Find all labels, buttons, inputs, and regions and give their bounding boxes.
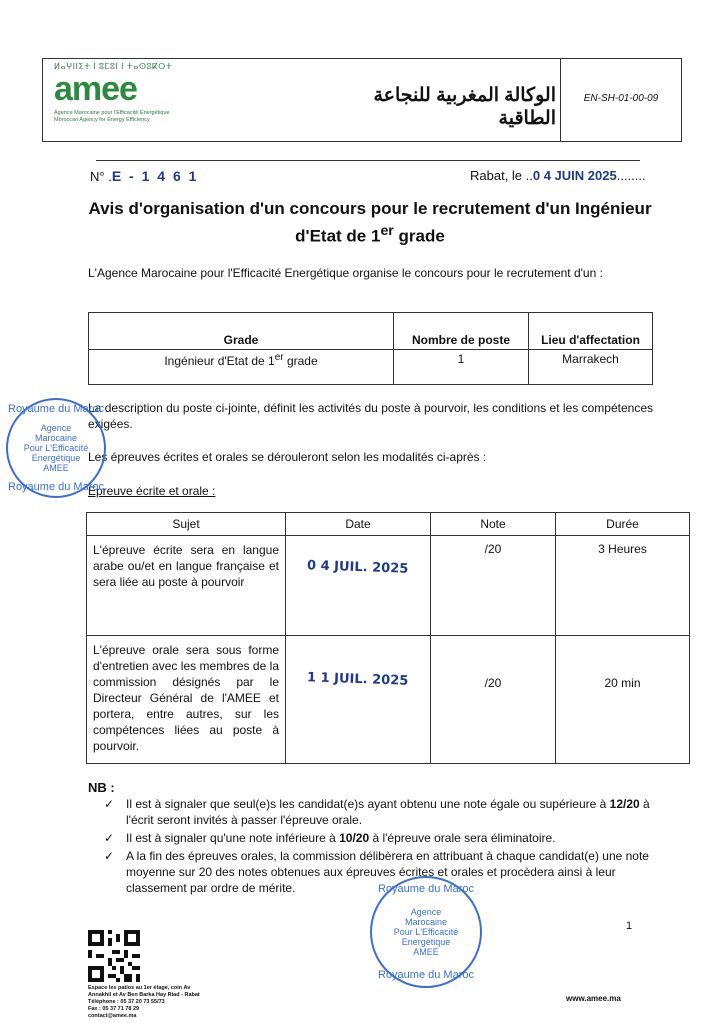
cell-duree [556,636,690,764]
stamp-ring-top: Royaume du Maroc [378,883,474,895]
title-grade-pre: d'Etat de 1 [295,226,381,246]
footer-address [88,985,200,1020]
stamp-ring-bottom: Royaume du Maroc [378,969,474,981]
reference-date-label: Rabat, le .. [470,168,533,183]
header-duree: Durée [556,513,690,536]
agency-arabic-title: الوكالة المغربية للنجاعة الطاقية [373,85,556,129]
official-stamp [370,876,482,988]
title-grade-sup: er [380,223,394,239]
phone-line: Téléphone : 05 37 20 73 55/73 [88,999,165,1005]
cell-date [286,636,431,764]
stamp-line: AMEE [43,463,69,473]
position-table-header [89,313,653,350]
logo-subtitle [54,110,170,124]
nb-item2-bold: 10/20 [339,831,370,845]
stamp-center [21,423,91,473]
header-count: Nombre de poste [394,313,529,350]
checkmark-icon: ✓ [104,849,115,863]
list-item [104,796,654,828]
stamped-date: 0 4 JUIL. 2025 [307,558,409,577]
stamp-line: Pour L'Efficacité [393,927,459,937]
exam-subheading: Epreuve écrite et orale : [88,484,216,498]
header-location: Lieu d'affectation [529,313,653,350]
nb-item1-bold: 12/20 [609,797,640,811]
document-code: EN-SH-01-00-09 [583,93,659,104]
stamp-line: Agence [410,907,442,917]
exam-table [86,512,690,764]
email-line: contact@amee.ma [88,1013,137,1019]
stamp-line: Marocaine [34,433,78,443]
duree-value: 20 min [604,676,641,690]
cell-note: /20 [431,536,556,636]
title-grade-post: grade [393,226,445,246]
address-line: Annakhil et Av Ben Barka Hay Riad - Rabat [88,992,200,998]
qr-code-icon [88,930,140,982]
stamp-line: AMEE [413,947,439,957]
reference-date-trail: ........ [616,168,646,183]
checkmark-icon: ✓ [104,797,115,811]
page-number: 1 [626,920,633,932]
note-value: /20 [484,676,502,690]
stamp-line: Marocaine [404,917,448,927]
cell-note [431,636,556,764]
cell-count: 1 [394,350,529,385]
website-link[interactable]: www.amee.ma [566,994,621,1003]
stamp-ring-top: Royaume du Maroc [8,403,104,415]
fax-line: Fax : 05 37 71 78 29 [88,1006,140,1012]
official-stamp [6,398,106,498]
cell-sujet: L'épreuve orale sera sous forme d'entretien avec les membres de la commission désignés par le Directeur Général de l'AMEE et portera, entre autres, sur les compétences liées au poste à pourvoir. [87,636,286,764]
notice-title [80,198,660,248]
cell-grade [89,350,394,385]
list-item [104,830,654,846]
header-date: Date [286,513,431,536]
grade-sup: er [274,352,284,363]
stamp-line: Energétique [401,937,451,947]
header-grade: Grade [89,313,394,350]
logo-subtitle-en: Moroccan Agency for Energy Efficiency [54,117,150,123]
cell-location: Marrakech [529,350,653,385]
checkmark-icon: ✓ [104,831,115,845]
header-sujet: Sujet [87,513,286,536]
grade-post: grade [283,354,318,368]
reference-number-label: N° . [90,169,112,184]
table-row [87,536,690,636]
nb-item2-pre: Il est à signaler qu'une note inférieure à [126,831,340,845]
cell-date [286,536,431,636]
header-rule [96,160,640,161]
reference-number [90,168,198,184]
logo-tifinagh-text: ⵍⴰⵖⵏⵏⵉⵜ ⵏ ⵓⵎⵓⵏ ⵏ ⵜⴰⵙⵓⴽⵔⵜ [54,62,173,71]
description-paragraph: La description du poste ci-jointe, définit les activités du poste à pourvoir, les conditions et les compétences exigées. [88,401,653,431]
stamp-line: Pour L'Efficacité [23,443,89,453]
cell-sujet: L'épreuve écrite sera en langue arabe ou/et en langue française et sera liée au poste à pourvoir [87,536,286,636]
modalities-paragraph: Les épreuves écrites et orales se dérouleront selon les modalités ci-après : [88,450,487,464]
cell-duree: 3 Heures [556,536,690,636]
nb-label: NB : [88,780,115,795]
nb-item1-post: à l'écrit seront invités à passer l'épreuve orale. [126,797,650,827]
grade-pre: Ingénieur d'Etat de 1 [164,354,275,368]
nb-item3: A la fin des épreuves orales, la commission délibèrera en attribuant à chaque candidat(e) une note moyenne sur 20 des notes obtenues aux épreuves écrites et orales et procèdera ainsi à leur classement par ordre de mérite. [126,849,649,895]
notice-title-line1: Avis d'organisation d'un concours pour le recrutement d'un Ingénieur [88,199,652,218]
stamp-line: Energétique [31,453,81,463]
address-line: Espace les patios au 1er étage, coin Av [88,985,191,991]
nb-item1-pre: Il est à signaler que seul(e)s les candidat(e)s ayant obtenu une note égale ou supérieure à [126,797,610,811]
reference-date-value: 0 4 JUIN 2025 [532,168,617,183]
reference-number-value: E - 1 4 6 1 [111,168,199,184]
reference-date [470,168,646,183]
logo-subtitle-fr: Agence Marocaine pour l'Efficacité Energétique [54,110,170,116]
header-note: Note [431,513,556,536]
amee-logo: amee [54,70,137,108]
nb-item2-post: à l'épreuve orale sera éliminatoire. [369,831,556,845]
position-table [88,312,653,385]
stamp-line: Agence [40,423,72,433]
stamp-center [391,907,461,957]
header-divider [560,58,561,142]
exam-table-header [87,513,690,536]
table-row [89,350,653,385]
stamp-ring-bottom: Royaume du Maroc [8,481,104,493]
table-row [87,636,690,764]
notice-title-line2 [80,220,660,248]
intro-text: L'Agence Marocaine pour l'Efficacité Energétique organise le concours pour le recrutement d'un : [88,266,603,280]
stamped-date: 1 1 JUIL. 2025 [307,670,409,689]
